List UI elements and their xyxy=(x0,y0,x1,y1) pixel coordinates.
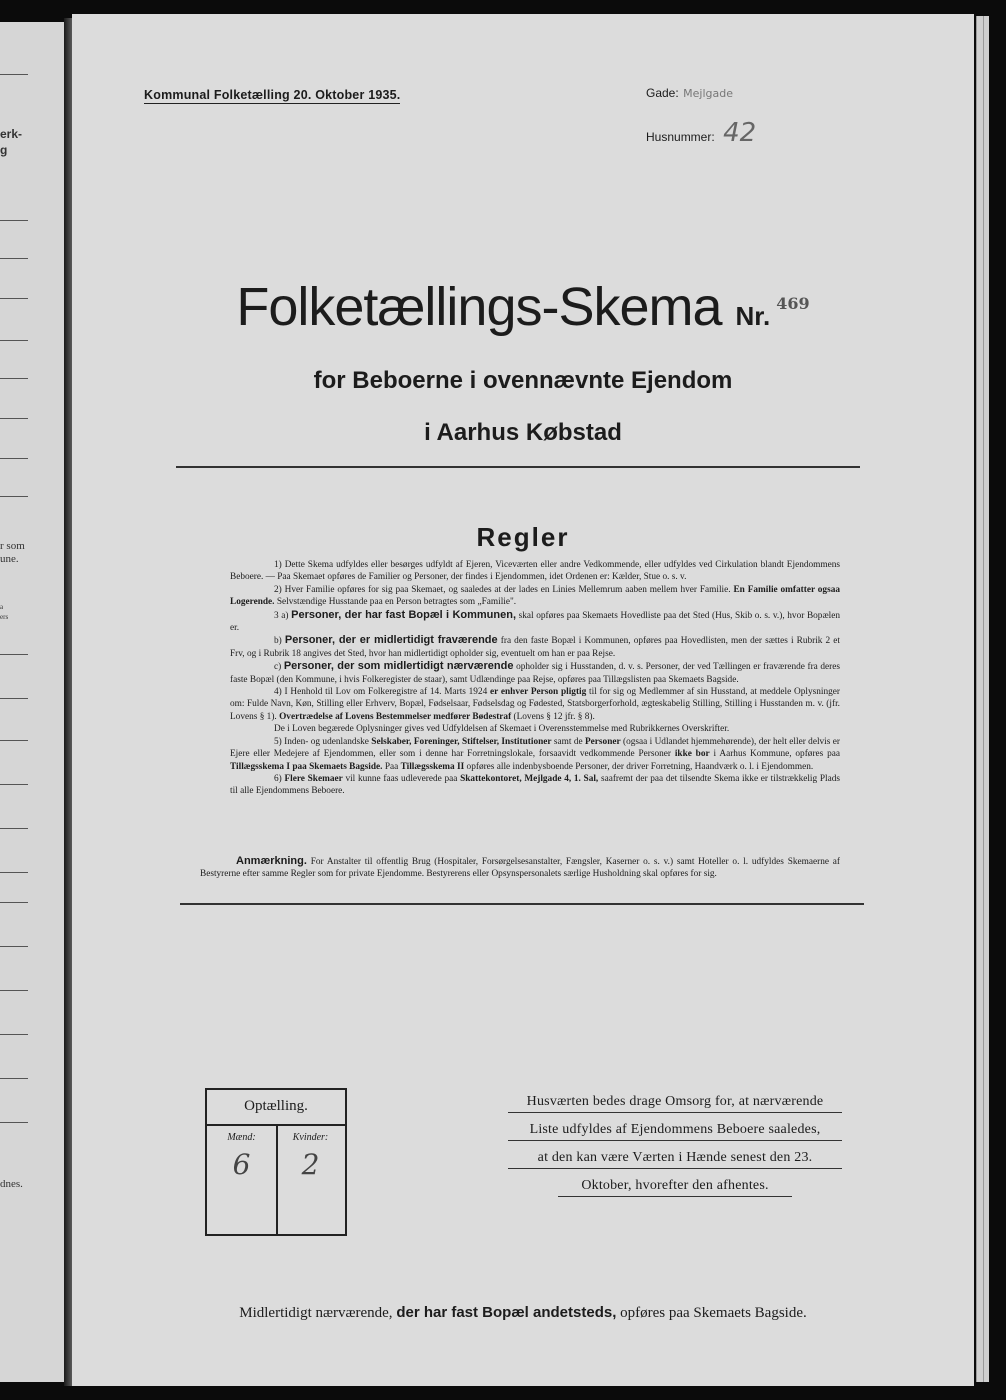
rule-6-text: vil kunne faas udleverede paa xyxy=(345,773,458,784)
previous-page-rule xyxy=(0,1122,28,1123)
previous-page-rule xyxy=(0,220,28,221)
previous-page-fragment: a ers xyxy=(0,603,9,621)
divider-top xyxy=(176,466,860,468)
rule-5-bold: ikke bor xyxy=(674,749,710,760)
previous-page-fragment: erk- g xyxy=(0,127,23,157)
rule-2-text: Selvstændige Husstande paa en Person betragtes som „Familie". xyxy=(276,597,517,608)
previous-page-rule xyxy=(0,298,28,299)
footer-text: Midlertidigt nærværende, xyxy=(239,1305,393,1321)
previous-page-rule xyxy=(0,946,28,947)
rules-text xyxy=(230,559,840,798)
footer-text: opføres paa Skemaets Bagside. xyxy=(620,1305,807,1321)
census-date-label: Kommunal Folketælling 20. Oktober 1935. xyxy=(144,88,401,102)
divider-bottom xyxy=(180,903,864,905)
remark-text: For Anstalter til offentlig Brug (Hospitaler, Forsørgelsesanstalter, Fængsler, Kaserner o. s. v.) samt Hoteller o. l. udfyldes Skemaerne af Bestyrerne efter samme Regler som for private Ejendomme. Bestyrerens eller Opsynspersonalets særlige Husholdning skal opføres for sig. xyxy=(200,857,840,880)
rule-4-bold: Overtrædelse af Lovens Bestemmelser medfører Bødestraf xyxy=(279,711,512,722)
street-value: Mejlgade xyxy=(683,87,733,100)
women-count: 2 xyxy=(301,1148,320,1181)
rule-4 xyxy=(230,686,840,723)
previous-page-rule xyxy=(0,654,28,655)
previous-page-rule xyxy=(0,378,28,379)
rule-5-text: samt de xyxy=(553,736,583,747)
street-label: Gade: xyxy=(646,86,679,100)
previous-page xyxy=(0,22,64,1382)
previous-page-rule xyxy=(0,496,28,497)
previous-page-rule xyxy=(0,418,28,419)
house-number-value: 42 xyxy=(723,118,757,148)
rule-5-bold: Tillægsskema I paa Skemaets Bagside. xyxy=(230,761,383,772)
previous-page-rule xyxy=(0,458,28,459)
previous-page-rule xyxy=(0,740,28,741)
previous-page-rule xyxy=(0,784,28,785)
house-number-field xyxy=(646,118,756,148)
form-subtitle-2: i Aarhus Købstad xyxy=(424,419,622,446)
rule-5-text: i Aarhus Kommune, opføres paa xyxy=(713,749,841,760)
notice-line: Liste udfyldes af Ejendommens Beboere saaledes, xyxy=(508,1122,842,1141)
rule-1: 1) Dette Skema udfyldes eller besørges udfyldt af Ejeren, Viceværten eller andre Vedkommende, eller udfyldes ved Cirkulation blandt Ejendommens Beboere. — Paa Skemaet opføres de Familier og Personer, der findes i Ejendommen, idet Ordenen er: Kælder, Stue o. s. v. xyxy=(230,560,840,583)
rule-2-text: 2) Hver Familie opføres for sig paa Skemaet, og saaledes at der lades en Linies Mellemrum aaben mellem hver Familie. xyxy=(274,584,731,595)
page-edge xyxy=(976,16,983,1382)
previous-page-rule xyxy=(0,902,28,903)
previous-page-rule xyxy=(0,828,28,829)
rule-6-text: saafremt der paa det tilsendte Skema ikke er tilstrækkelig Plads til alle Ejendommens Beboere. xyxy=(230,773,840,797)
form-number-label: Nr. xyxy=(735,301,771,331)
rule-4-note: De i Loven begærede Oplysninger gives ved Udfyldelsen af Skemaet i Overensstemmelse med Rubrikkernes Overskrifter. xyxy=(274,724,730,735)
men-label: Mænd: xyxy=(227,1132,256,1143)
previous-page-rule xyxy=(0,340,28,341)
form-number-value: 469 xyxy=(776,294,810,313)
rule-5-text: (ogsaa i Udlandet hjemmehørende), der helt eller delvis er Ejere eller Medejere af Ejendommen, eller som i denne har Forretningslokale, forsaavidt vedkommende Personer xyxy=(230,736,840,760)
rule-3b-number: b) xyxy=(274,636,282,647)
rule-4-text: til for sig og Medlemmer af sin Husstand, at meddele Oplysninger om: Fulde Navn, Køn, Stilling eller Erhverv, Bopæl, Fødselsaar, Fødselsdag og Fødested, Statsborgerforhold, ægteskabelig Stilling, Stilling i Husstanden m. v. (jfr. Lovens § 1). xyxy=(230,687,840,722)
page-edge xyxy=(983,16,989,1382)
form-subtitle-1: for Beboerne i ovennævnte Ejendom xyxy=(313,367,733,394)
census-form-page xyxy=(72,14,974,1386)
landlord-notice xyxy=(508,1094,842,1206)
rule-5 xyxy=(230,736,840,773)
rule-5-bold: Selskaber, Foreninger, Stiftelser, Institutioner xyxy=(371,736,552,747)
rule-4-text: 4) I Henhold til Lov om Folkeregistre af 14. Marts 1924 xyxy=(274,687,488,698)
rule-3a xyxy=(230,609,840,635)
remark-heading: Anmærkning. xyxy=(236,855,307,867)
count-title: Optælling. xyxy=(244,1098,308,1114)
rule-3c-number: c) xyxy=(274,662,282,673)
previous-page-rule xyxy=(0,990,28,991)
count-box xyxy=(205,1088,347,1236)
rule-4-bold: er enhver Person pligtig xyxy=(490,687,587,698)
rule-3b-heading: Personer, der er midlertidigt fraværende xyxy=(284,634,498,647)
previous-page-fragment: dnes. xyxy=(0,1178,23,1190)
notice-line: Oktober, hvorefter den afhentes. xyxy=(558,1178,792,1197)
rule-5-text: 5) Inden- og udenlandske xyxy=(274,736,369,747)
previous-page-rule xyxy=(0,698,28,699)
previous-page-rule xyxy=(0,74,28,75)
previous-page-rule xyxy=(0,258,28,259)
rules-heading: Regler xyxy=(476,522,570,552)
rule-2-bold: En Familie omfatter ogsaa Logerende. xyxy=(230,584,840,608)
rule-6 xyxy=(230,773,840,798)
rule-5-text: opføres alle indenbysboende Personer, der driver Forretning, Haandværk o. l. i Ejendommen. xyxy=(466,761,814,772)
women-label: Kvinder: xyxy=(292,1132,329,1143)
remark xyxy=(200,855,840,881)
rule-3b-text: fra den faste Bopæl i Kommunen, opføres paa Hovedlisten, men der sættes i Rubrik 2 et Frv, og i Rubrik 18 angives det Sted, hvor han midlertidigt opholder sig, eventuelt om han er paa Rejse. xyxy=(230,636,841,659)
rule-3c-text: opholder sig i Husstanden, d. v. s. Personer, der ved Tællingen er fraværende fra deres faste Bopæl (den Kommune, i hvis Folkeregister de staar), samt Udlændinge paa Rejse, opføres paa Tillægslisten paa Skemaets Bagside. xyxy=(230,662,841,685)
previous-page-rule xyxy=(0,1078,28,1079)
street-field xyxy=(646,84,733,102)
rule-3c xyxy=(230,660,840,686)
rule-2 xyxy=(230,584,840,609)
notice-line: at den kan være Værten i Hænde senest den 23. xyxy=(508,1150,842,1169)
rule-6-number: 6) xyxy=(274,773,282,784)
men-count: 6 xyxy=(232,1148,251,1181)
rule-3b xyxy=(230,634,840,660)
form-title xyxy=(72,276,974,338)
rule-6-bold: Flere Skemaer xyxy=(284,773,343,784)
previous-page-rule xyxy=(0,872,28,873)
house-number-label: Husnummer: xyxy=(646,130,715,144)
previous-page-fragment: r som une. xyxy=(0,540,25,565)
rule-3c-heading: Personer, der som midlertidigt nærværende xyxy=(283,660,514,673)
rule-5-bold: Personer xyxy=(585,736,621,747)
rule-6-bold: Skattekontoret, Mejlgade 4, 1. Sal, xyxy=(460,773,599,784)
rule-3a-heading: Personer, der har fast Bopæl i Kommunen, xyxy=(291,608,516,621)
previous-page-rule xyxy=(0,1034,28,1035)
form-title-main: Folketællings-Skema xyxy=(236,277,722,337)
footer-note xyxy=(72,1304,974,1322)
rule-5-text: Paa xyxy=(384,761,399,772)
rule-3a-number: 3 a) xyxy=(274,610,289,621)
footer-bold: der har fast Bopæl andetsteds, xyxy=(396,1304,617,1321)
rule-3a-text: skal opføres paa Skemaets Hovedliste paa det Sted (Hus, Skib o. s. v.), hvor Bopælen er. xyxy=(230,610,840,634)
notice-line: Husværten bedes drage Omsorg for, at nærværende xyxy=(508,1094,842,1113)
rule-5-bold: Tillægsskema II xyxy=(400,761,465,772)
rule-4-text: (Lovens § 12 jfr. § 8). xyxy=(513,711,595,722)
